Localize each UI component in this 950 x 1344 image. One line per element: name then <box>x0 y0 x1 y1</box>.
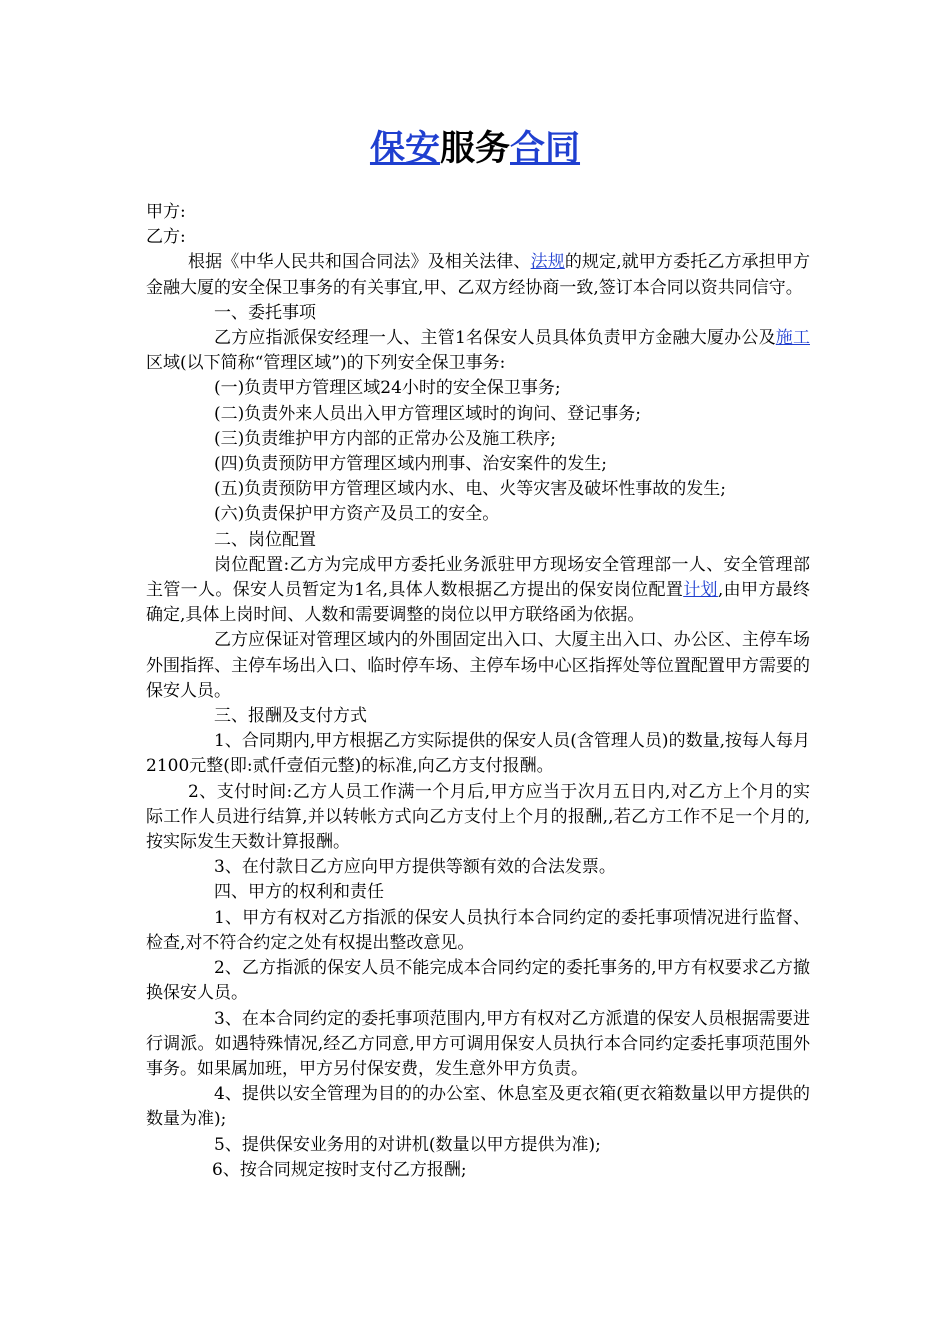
title-link-contract[interactable]: 合同 <box>510 129 581 169</box>
section-heading-3: 三、报酬及支付方式 <box>214 706 367 727</box>
section-heading-1: 一、委托事项 <box>214 302 316 323</box>
section-4-clause-5: 5、提供保安业务用的对讲机(数量以甲方提供为准); <box>214 1134 601 1155</box>
plan-link[interactable]: 计划 <box>683 580 718 601</box>
document-body <box>146 200 810 1183</box>
duty-item-5: (五)负责预防甲方管理区域内水、电、火等灾害及破坏性事故的发生; <box>214 479 726 500</box>
duty-item-6: (六)负责保护甲方资产及员工的安全。 <box>214 504 500 525</box>
section-2-paragraph-2: 乙方应保证对管理区域内的外围固定出入口、大厦主出入口、办公区、主停车场外围指挥、主停车场出入口、临时停车场、主停车场中心区指挥处等位置配置甲方需要的保安人员。 <box>146 630 810 701</box>
party-b-line: 乙方: <box>146 227 186 248</box>
section-3-clause-3: 3、在付款日乙方应向甲方提供等额有效的合法发票。 <box>214 857 616 878</box>
section-heading-4: 四、甲方的权利和责任 <box>214 882 384 903</box>
section-4-clause-6: 6、按合同规定按时支付乙方报酬; <box>212 1159 467 1180</box>
section-3-clause-2: 2、支付时间:乙方人员工作满一个月后,甲方应当于次月五日内,对乙方上个月的实际工作人员进行结算,并以转帐方式向乙方支付上个月的报酬,,若乙方工作不足一个月的,按实际发生天数计算报酬。 <box>146 781 810 853</box>
duty-item-3: (三)负责维护甲方内部的正常办公及施工秩序; <box>214 428 556 449</box>
duty-item-2: (二)负责外来人员出入甲方管理区域时的询问、登记事务; <box>214 403 641 424</box>
section-4-clause-4: 4、提供以安全管理为目的的办公室、休息室及更衣箱(更衣箱数量以甲方提供的数量为准); <box>146 1084 810 1130</box>
section-1-text-pre: 乙方应指派保安经理一人、主管1名保安人员具体负责甲方金融大厦办公及 <box>214 328 776 349</box>
section-4-clause-3: 3、在本合同约定的委托事项范围内,甲方有权对乙方派遣的保安人员根据需要进行调派。如遇特殊情况,经乙方同意,甲方可调用保安人员执行本合同约定委托事项范围外事务。如果属加班，甲方另付保安费，发生意外甲方负责。 <box>146 1008 810 1079</box>
title-link-security[interactable]: 保安 <box>369 129 440 169</box>
section-4-clause-1: 1、甲方有权对乙方指派的保安人员执行本合同约定的委托事项情况进行监督、检查,对不符合约定之处有权提出整改意见。 <box>146 907 810 953</box>
section-heading-2: 二、岗位配置 <box>214 529 316 550</box>
section-1-text-post: 区域(以下简称“管理区域”)的下列安全保卫事务: <box>146 353 506 374</box>
intro-text-pre: 根据《中华人民共和国合同法》及相关法律、 <box>188 252 531 273</box>
regulations-link[interactable]: 法规 <box>530 252 565 273</box>
section-2-text-post: ,由甲方最终确定,具体上岗时间、人数和需要调整的岗位以甲方联络函为依据。 <box>146 580 811 626</box>
section-2-paragraph-1 <box>146 553 810 629</box>
duty-item-4: (四)负责预防甲方管理区域内刑事、治安案件的发生; <box>214 454 607 475</box>
title-text-service: 服务 <box>439 129 510 169</box>
section-2-text-pre: 岗位配置:乙方为完成甲方委托业务派驻甲方现场安全管理部一人、安全管理部主管一人。保安人员暂定为1名,具体人数根据乙方提出的保安岗位配置 <box>146 554 810 601</box>
intro-text-post: 的规定,就甲方委托乙方承担甲方金融大厦的安全保卫事务的有关事宜,甲、乙双方经协商一致,签订本合同以资共同信守。 <box>146 252 811 298</box>
construction-link[interactable]: 施工 <box>775 328 810 349</box>
section-4-clause-2: 2、乙方指派的保安人员不能完成本合同约定的委托事务的,甲方有权要求乙方撤换保安人员。 <box>146 958 810 1004</box>
intro-paragraph <box>146 250 810 300</box>
duty-item-1: (一)负责甲方管理区域24小时的安全保卫事务; <box>214 378 561 399</box>
document-title <box>0 123 950 175</box>
section-3-clause-1: 1、合同期内,甲方根据乙方实际提供的保安人员(含管理人员)的数量,按每人每月2100元整(即:贰仟壹佰元整)的标准,向乙方支付报酬。 <box>146 731 810 777</box>
section-1-paragraph <box>146 326 810 376</box>
party-a-line: 甲方: <box>146 202 186 222</box>
